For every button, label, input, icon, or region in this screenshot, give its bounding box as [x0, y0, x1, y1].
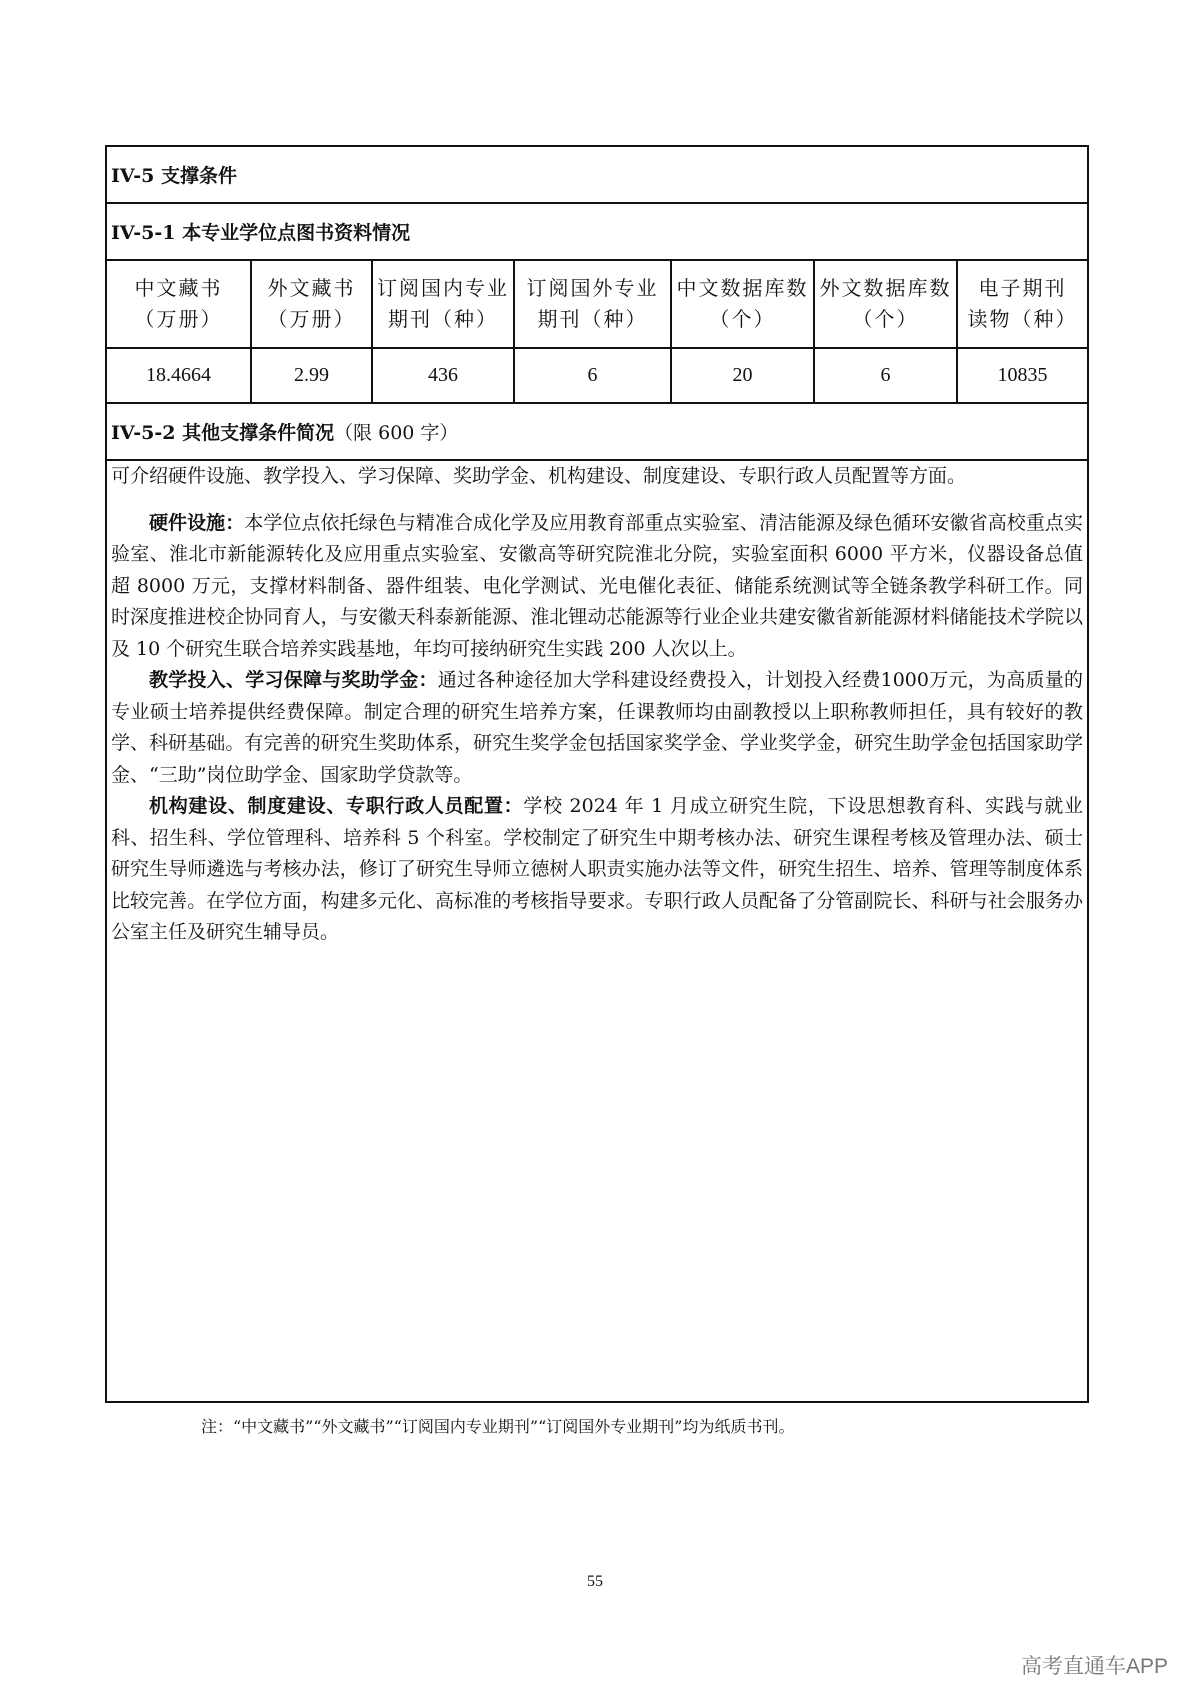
watermark: 高考直通车APP — [1020, 1655, 1168, 1678]
section-title — [107, 147, 1087, 204]
header-line: （万册） — [134, 307, 223, 331]
header-line: 订阅国外专业 — [526, 276, 659, 300]
header-cell-domestic-journals — [373, 261, 515, 347]
header-line: 外文藏书 — [267, 276, 356, 300]
header-line: （万册） — [267, 307, 356, 331]
subsection-title-library — [107, 204, 1087, 261]
table-value-row — [107, 349, 1087, 404]
header-line: 中文数据库数 — [676, 276, 809, 300]
teaching-lead: 教学投入、学习保障与奖助学金： — [149, 669, 438, 691]
other-conditions-body — [107, 461, 1087, 949]
value-foreign-books: 2.99 — [252, 349, 373, 402]
page-number: 55 — [587, 1573, 603, 1590]
subsection-title-other — [107, 404, 1087, 461]
header-line: 订阅国内专业 — [377, 276, 509, 300]
subsection-title-library-text: IV-5-1 本专业学位点图书资料情况 — [111, 222, 411, 244]
value-domestic-journals: 436 — [373, 349, 515, 402]
value-e-journals: 10835 — [997, 364, 1048, 386]
header-line: （个） — [852, 307, 919, 331]
institution-paragraph — [111, 791, 1083, 949]
header-cell-foreign-journals — [515, 261, 672, 347]
section-title-text: IV-5 支撑条件 — [111, 165, 237, 187]
table-header-row — [107, 261, 1087, 349]
header-cell-foreign-databases — [815, 261, 958, 347]
header-cell-foreign-books — [252, 261, 373, 347]
header-line: 中文藏书 — [134, 276, 223, 300]
value-foreign-journals: 6 — [515, 349, 672, 402]
header-cell-chinese-books — [107, 261, 252, 347]
teaching-paragraph — [111, 665, 1083, 791]
header-line: 外文数据库数 — [819, 276, 952, 300]
hardware-lead: 硬件设施： — [149, 511, 245, 534]
institution-lead: 机构建设、制度建设、专职行政人员配置： — [149, 795, 524, 817]
footnote: 注：“中文藏书”“外文藏书”“订阅国内专业期刊”“订阅国外专业期刊”均为纸质书刊。 — [201, 1417, 795, 1436]
header-line: 读物（种） — [967, 307, 1078, 331]
value-chinese-databases: 20 — [672, 349, 815, 402]
subsection-title-other-text: IV-5-2 其他支撑条件简况 — [111, 422, 335, 444]
value-foreign-databases: 6 — [815, 349, 958, 402]
hardware-text: 本学位点依托绿色与精准合成化学及应用教育部重点实验室、清洁能源及绿色循环安徽省高校重点实验室、淮北市新能源转化及应用重点实验室、安徽高等研究院淮北分院，实验室面积 6000 平方米，仪器设备总值超 8000 万元，支撑材料制备、器件组装、电化学测试、光电催化表征、储能系统测试等全链条教学科研工作。同时深度推进校企协同育人，与安徽天科泰新能源、淮北锂动芯能源等行业企业共建安徽省新能源材料储能技术学院以及 10 个研究生联合培养实践基地，年均可接纳研究生实践 200 人次以上。 — [111, 511, 1083, 660]
subsection-title-other-note: （限 600 字） — [334, 422, 459, 444]
value-chinese-books: 18.4664 — [107, 349, 252, 402]
header-cell-e-journals — [958, 261, 1087, 347]
header-line: 电子期刊 — [978, 276, 1067, 300]
header-line: （个） — [709, 307, 776, 331]
institution-text: 学校 2024 年 1 月成立研究生院，下设思想教育科、实践与就业科、招生科、学位管理科、培养科 5 个科室。学校制定了研究生中期考核办法、研究生课程考核及管理办法、硕士研究生导师遴选与考核办法，修订了研究生导师立德树人职责实施办法等文件，研究生招生、培养、管理等制度体系比较完善。在学位方面，构建多元化、高标准的考核指导要求。专职行政人员配备了分管副院长、科研与社会服务办公室主任及研究生辅导员。 — [111, 795, 1083, 943]
header-line: 期刊（种） — [537, 307, 648, 331]
header-cell-chinese-databases — [672, 261, 815, 347]
intro-paragraph: 可介绍硬件设施、教学投入、学习保障、奖助学金、机构建设、制度建设、专职行政人员配置等方面。 — [111, 465, 967, 487]
header-line: 期刊（种） — [388, 307, 498, 331]
support-conditions-form — [105, 145, 1089, 1403]
teaching-text: 通过各种途径加大学科建设经费投入，计划投入经费1000万元，为高质量的专业硕士培养提供经费保障。制定合理的研究生培养方案，任课教师均由副教授以上职称教师担任，具有较好的教学、科研基础。有完善的研究生奖助体系，研究生奖学金包括国家奖学金、学业奖学金，研究生助学金包括国家助学金、“三助”岗位助学金、国家助学贷款等。 — [111, 669, 1083, 786]
hardware-paragraph — [111, 508, 1083, 666]
